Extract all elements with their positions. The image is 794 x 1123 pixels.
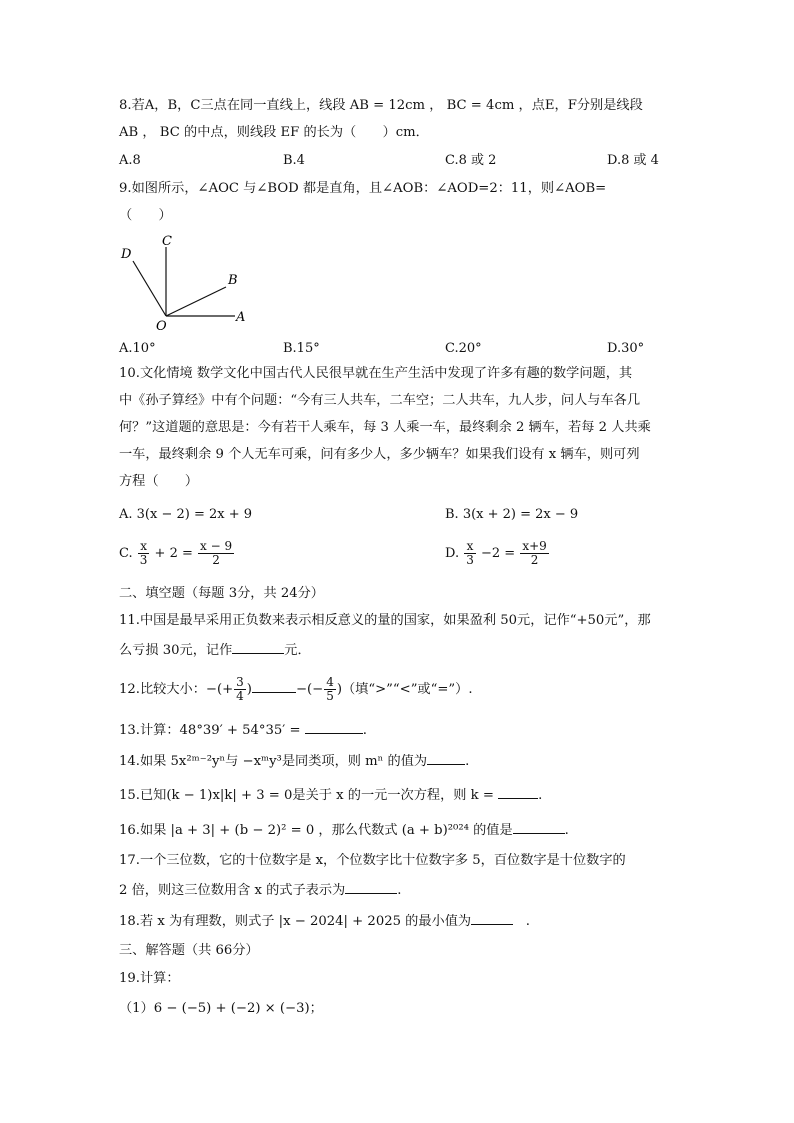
q10-line2: 中《孙子算经》中有个问题：“今有三人共车，二车空；二人共车，九人步，问人与车各几 — [119, 393, 641, 408]
period: . — [564, 823, 569, 838]
q19-part1: （1）6 − (−5) + (−2) × (−3)； — [119, 1001, 323, 1016]
q9-option-a: A.10° — [119, 341, 156, 356]
denominator: 2 — [530, 553, 539, 567]
q12-mid: −(− — [295, 682, 324, 697]
q13-line — [119, 719, 367, 740]
answer-blank[interactable] — [471, 910, 513, 925]
label-a: A — [236, 310, 246, 325]
denominator: 3 — [466, 553, 474, 567]
q19-title: 19.计算： — [119, 971, 180, 986]
numerator: x − 9 — [200, 539, 233, 553]
fraction — [520, 540, 548, 567]
fraction — [138, 540, 150, 567]
q10-line4: 一车，最终剩余 9 个人无车可乘，问有多少人，多少辆车？如果我们设有 x 辆车，则可列 — [119, 447, 640, 462]
q9-line2: （ ） — [119, 208, 172, 223]
q10-line5: 方程（ ） — [119, 474, 199, 489]
q9-option-d: D.30° — [607, 341, 645, 356]
q16-line — [119, 819, 569, 840]
q16-text: 16.如果 |a + 3| + (b − 2)² = 0 ，那么代数式 (a + b)²⁰²⁴ 的值是 — [119, 823, 513, 838]
fraction — [464, 540, 476, 567]
denominator: 3 — [139, 553, 148, 567]
answer-blank[interactable] — [513, 819, 565, 834]
q8-option-a: A.8 — [119, 153, 141, 168]
q17-line1: 17.一个三位数，它的十位数字是 x，个位数字比十位数字多 5，百位数字是十位数字的 — [119, 853, 626, 868]
q10-option-b: B. 3(x + 2) = 2x − 9 — [445, 507, 579, 522]
q10-option-d-mid: −2 = — [481, 546, 516, 561]
numerator: x+9 — [522, 539, 547, 553]
answer-blank[interactable] — [232, 639, 284, 654]
denominator: 4 — [236, 689, 244, 703]
numerator: 3 — [236, 675, 244, 689]
q12-suffix: )（填“>”“<”或“=”）. — [336, 682, 473, 697]
q15-line — [119, 784, 542, 805]
label-o: O — [156, 319, 167, 334]
q8-option-b: B.4 — [283, 153, 305, 168]
answer-blank[interactable] — [427, 750, 465, 765]
answer-blank[interactable] — [345, 879, 397, 894]
q11-unit: 元． — [284, 643, 311, 658]
fraction — [324, 676, 336, 703]
q13-text: 13.计算：48°39′ + 54°35′ = — [119, 723, 301, 738]
q18-text: 18.若 x 为有理数，则式子 |x − 2024| + 2025 的最小值为 — [119, 914, 472, 929]
q11-text: 么亏损 30元，记作 — [119, 643, 233, 658]
q9-option-b: B.15° — [283, 341, 320, 356]
fraction — [234, 676, 246, 703]
q10-option-d — [445, 540, 550, 567]
q9-line1: 9.如图所示，∠AOC 与∠BOD 都是直角，且∠AOB：∠AOD=2：11，则∠AOB= — [119, 181, 607, 196]
section-3-heading: 三、解答题（共 66分） — [119, 943, 259, 958]
period: . — [525, 914, 530, 929]
q10-option-c-label: C. — [119, 546, 133, 561]
q10-option-a: A. 3(x − 2) = 2x + 9 — [119, 507, 253, 522]
q14-text: 14.如果 5x²ᵐ⁻²yⁿ与 −xᵐy³是同类项，则 mⁿ 的值为 — [119, 754, 428, 769]
q12-prefix: 12.比较大小：−(+ — [119, 682, 234, 697]
numerator: 4 — [326, 675, 334, 689]
q8-line1: 8.若A，B，C三点在同一直线上，线段 AB = 12cm ， BC = 4cm ，点E，F分别是线段 — [119, 98, 643, 113]
numerator: x — [464, 540, 476, 554]
numerator: x — [138, 540, 150, 554]
denominator: 2 — [212, 553, 220, 567]
answer-blank[interactable] — [305, 719, 363, 734]
q12-paren: ) — [246, 682, 252, 697]
q10-line1: 10.文化情境 数学文化中国古代人民很早就在生产生活中发现了许多有趣的数学问题，其 — [119, 366, 633, 381]
answer-blank[interactable] — [498, 784, 538, 799]
q8-option-d: D.8 或 4 — [607, 153, 659, 168]
label-c: C — [162, 234, 172, 249]
q17-text: 2 倍，则这三位数用含 x 的式子表示为 — [119, 883, 346, 898]
q9-option-c: C.20° — [445, 341, 482, 356]
q8-option-c: C.8 或 2 — [445, 153, 497, 168]
q12-line — [119, 676, 473, 703]
fraction — [198, 540, 234, 567]
label-d: D — [121, 247, 132, 262]
ray-ob — [166, 287, 226, 316]
q18-line — [119, 910, 530, 931]
q11-line1: 11.中国是最早采用正负数来表示相反意义的量的国家，如果盈利 50元，记作“+50元”，那 — [119, 613, 651, 628]
period: . — [397, 883, 402, 898]
period: . — [538, 788, 543, 803]
q10-line3: 何？”这道题的意思是：今有若干人乘车，每 3 人乘一车，最终剩余 2 辆车，若每 2 人共乘 — [119, 420, 651, 435]
section-2-heading: 二、填空题（每题 3分，共 24分） — [119, 586, 324, 601]
q8-line2: AB ， BC 的中点，则线段 EF 的长为（ ）cm． — [119, 125, 429, 140]
q14-line — [119, 750, 469, 771]
period: . — [465, 754, 470, 769]
denominator: 5 — [326, 689, 334, 703]
q11-line2 — [119, 639, 311, 660]
q10-option-c-mid: + 2 = — [154, 546, 193, 561]
q17-line2 — [119, 879, 401, 900]
q10-option-d-label: D. — [445, 546, 460, 561]
q15-text: 15.已知(k − 1)x|k| + 3 = 0是关于 x 的一元一次方程，则 k = — [119, 788, 494, 803]
ray-od — [133, 261, 166, 316]
label-b: B — [228, 273, 238, 288]
q10-option-c — [119, 540, 235, 567]
period: . — [362, 723, 367, 738]
angle-figure — [115, 232, 255, 337]
answer-blank[interactable] — [252, 678, 296, 693]
